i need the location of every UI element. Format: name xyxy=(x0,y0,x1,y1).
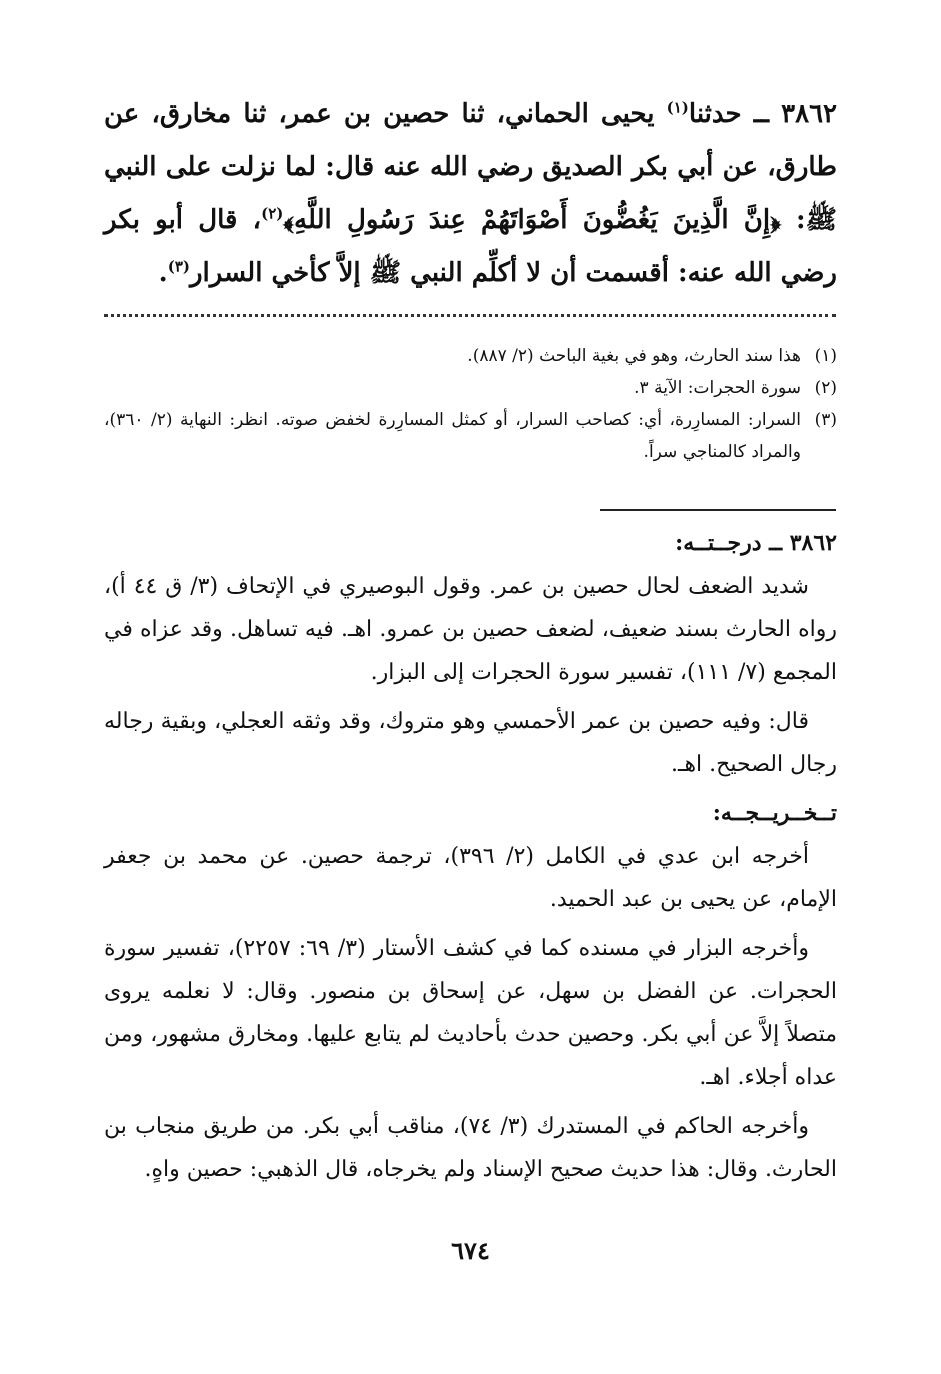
takhrij-paragraph: وأخرجه الحاكم في المستدرك (٣/ ٧٤)، مناقب أبي بكر. من طريق منجاب بن الحارث. وقال: هذا حديث صحيح الإسناد ولم يخرجاه، قال الذهبي: حصين واهٍ. xyxy=(104,1114,837,1182)
hadith-end: . xyxy=(158,258,168,288)
commentary xyxy=(104,522,837,1197)
section-divider xyxy=(600,509,836,511)
page-number: ٦٧٤ xyxy=(451,1236,490,1265)
hadith-text xyxy=(104,88,837,300)
hadith-body-2: ، قال أبو بكر رضي الله عنه: أقسمت أن لا أكلِّم النبي ﷺ إلاَّ كأخي السرار xyxy=(104,205,837,288)
footnote-ref-2: (٢) xyxy=(261,204,284,223)
footnote-1 xyxy=(104,340,837,372)
footnotes xyxy=(104,340,837,468)
takhrij-heading: تــخــريــجــه: xyxy=(712,800,837,826)
takhrij-paragraph: أخرجه ابن عدي في الكامل (٢/ ٣٩٦)، ترجمة حصين. عن محمد بن جعفر الإمام، عن يحيى بن عبد الحميد. xyxy=(104,844,837,912)
hadith-opening: ٣٨٦٢ ــ حدثنا xyxy=(688,99,837,129)
grade-paragraph: شديد الضعف لحال حصين بن عمر. وقول البوصيري في الإتحاف (٣/ ق ٤٤ أ)، رواه الحارث بسند ضعيف، لضعف حصين بن عمرو. اهـ. فيه تساهل. وقد عزاه في المجمع (٧/ ١١١)، تفسير سورة الحجرات إلى البزار. xyxy=(104,574,837,685)
footnote-3 xyxy=(104,404,837,468)
takhrij-paragraph: وأخرجه البزار في مسنده كما في كشف الأستار (٣/ ٦٩: ٢٢٥٧)، تفسير سورة الحجرات. عن الفضل بن سهل، عن إسحاق بن منصور. وقال: لا نعلمه يروى متصلاً إلاَّ عن أبي بكر. وحصين حدث بأحاديث لم يتابع عليها. ومخارق مشهور، ومن عداه أجلاء. اهـ. xyxy=(104,936,837,1090)
footnote-ref-3: (٣) xyxy=(167,257,190,276)
hadith-body-1: يحيى الحماني، ثنا حصين بن عمر، ثنا مخارق، عن طارق، عن أبي بكر الصديق رضي الله عنه قال: لما نزلت على النبي ﷺ: ﴿إِنَّ الَّذِينَ يَغُضُّونَ أَصْوَاتَهُمْ عِندَ رَسُولِ اللَّهِ﴾ xyxy=(104,99,837,235)
footnote-2 xyxy=(104,372,837,404)
grade-heading: ٣٨٦٢ ــ درجــتــه: xyxy=(675,530,837,556)
footnote-ref-1: (١) xyxy=(666,98,689,117)
footnote-number: (١) xyxy=(814,346,837,366)
footnote-separator xyxy=(104,314,836,323)
footnote-text: هذا سند الحارث، وهو في بغية الباحث (٢/ ٨٨٧). xyxy=(467,346,801,366)
footnote-text: سورة الحجرات: الآية ٣. xyxy=(634,378,801,398)
grade-paragraph: قال: وفيه حصين بن عمر الأحمسي وهو متروك، وقد وثقه العجلي، وبقية رجاله رجال الصحيح. اهـ. xyxy=(104,709,837,777)
footnote-number: (٣) xyxy=(814,410,837,430)
footnote-text: السرار: المسارِرة، أي: كصاحب السرار، أو كمثل المسارِرة لخفض صوته. انظر: النهاية (٢/ ٣٦٠)، والمراد كالمناجي سراً. xyxy=(104,410,801,462)
footnote-number: (٢) xyxy=(814,378,837,398)
